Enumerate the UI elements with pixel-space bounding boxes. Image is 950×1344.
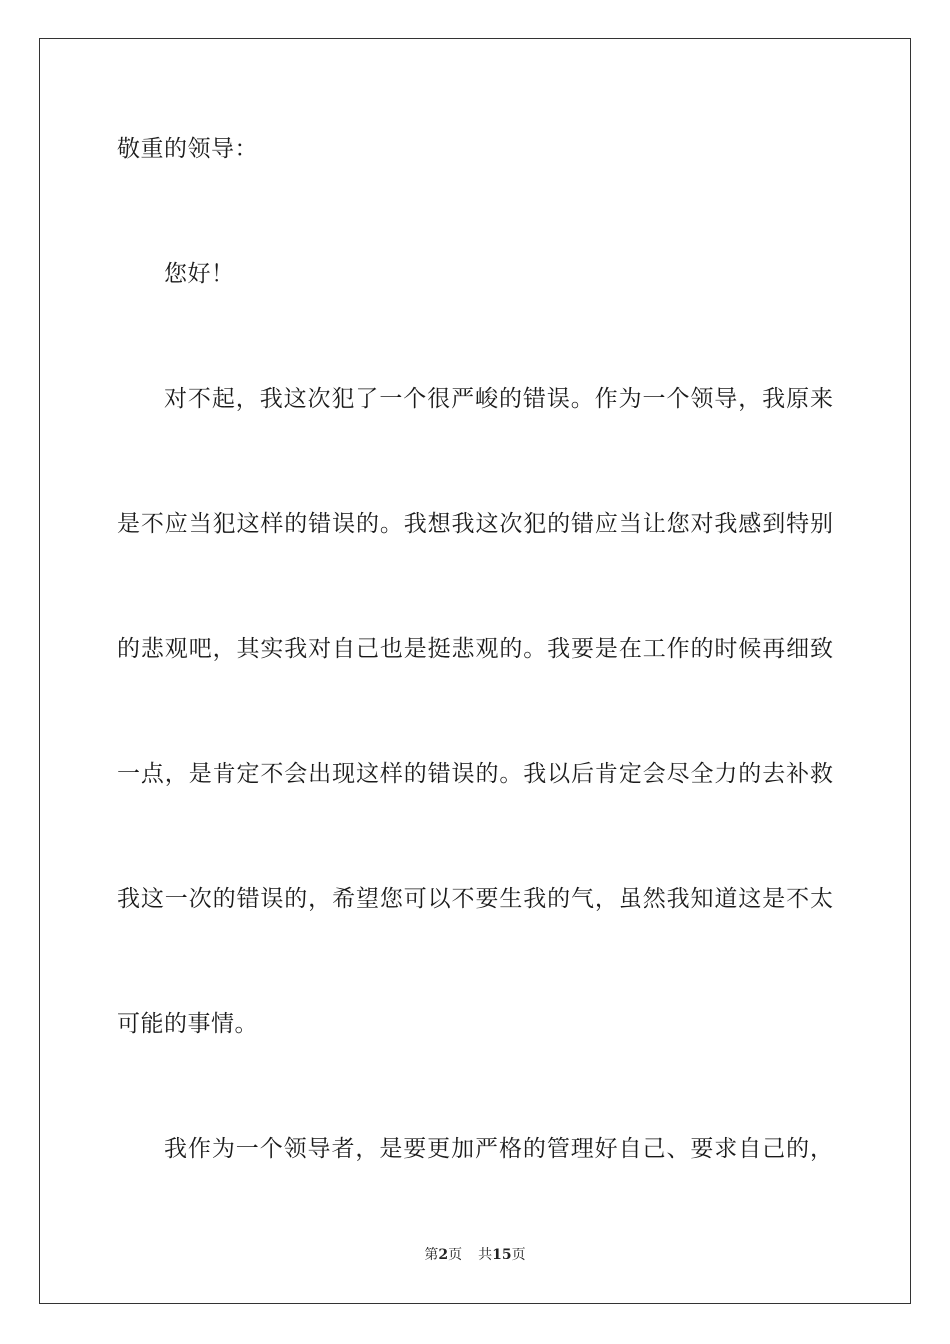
paragraph-1-line-1: 对不起，我这次犯了一个很严峻的错误。作为一个领导，我原来: [164, 386, 833, 412]
paragraph-1-line-4: 一点，是肯定不会出现这样的错误的。我以后肯定会尽全力的去补救: [117, 761, 833, 787]
total-prefix: 共: [478, 1247, 493, 1263]
paragraph-1-line-2: 是不应当犯这样的错误的。我想我这次犯的错应当让您对我感到特别: [117, 511, 833, 537]
salutation: 敬重的领导：: [117, 136, 258, 162]
page-suffix: 页: [448, 1247, 463, 1263]
paragraph-1-line-3: 的悲观吧，其实我对自己也是挺悲观的。我要是在工作的时候再细致: [117, 636, 833, 662]
greeting: 您好！: [164, 261, 235, 287]
paragraph-1-line-6: 可能的事情。: [117, 1011, 258, 1037]
paragraph-1-line-5: 我这一次的错误的，希望您可以不要生我的气，虽然我知道这是不太: [117, 886, 833, 912]
total-pages: 15: [492, 1247, 512, 1263]
total-suffix: 页: [511, 1247, 526, 1263]
page-frame: [39, 38, 911, 1304]
page-number: 2: [438, 1247, 449, 1263]
page-footer: [0, 1245, 950, 1265]
paragraph-2-line-1: 我作为一个领导者，是要更加严格的管理好自己、要求自己的，: [164, 1136, 833, 1162]
page-prefix: 第: [424, 1247, 439, 1263]
